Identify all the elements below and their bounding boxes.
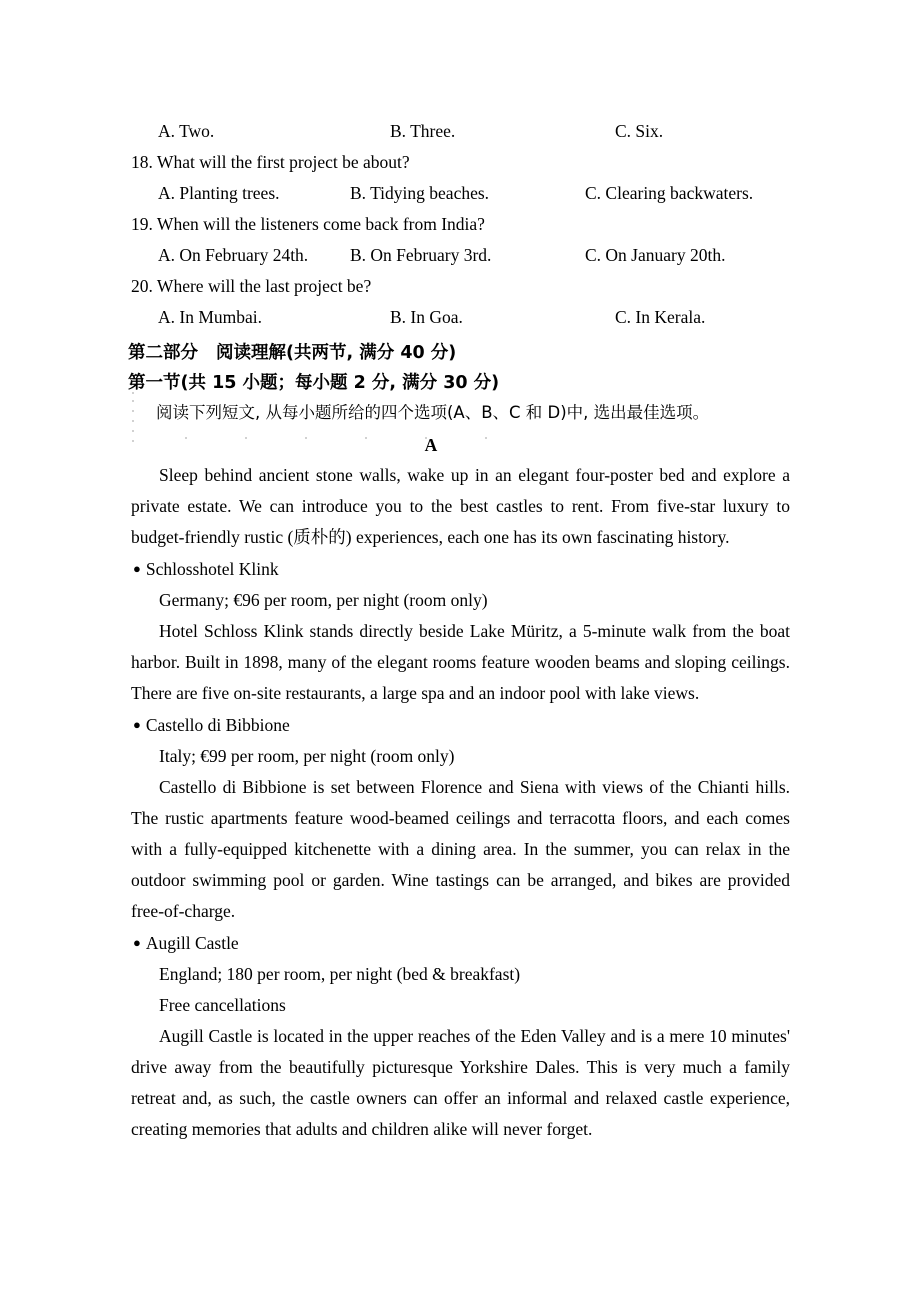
question-options-row: [131, 178, 790, 209]
option-b[interactable]: B. Tidying beaches.: [350, 183, 490, 203]
option-c[interactable]: C. Six.: [615, 121, 664, 141]
bullet-icon: ●: [133, 561, 141, 576]
section-one-heading: 第一节(共 15 小题；每小题 2 分, 满分 30 分): [128, 373, 500, 393]
castle-name: Augill Castle: [145, 933, 239, 953]
question-stem-20: 20. Where will the last project be?: [131, 276, 372, 296]
part-two-heading-left: 第二部分: [128, 343, 198, 363]
castle-price: England; 180 per room, per night (bed & breakfast): [159, 964, 521, 984]
castle-note: Free cancellations: [159, 995, 286, 1015]
question-stem-19: 19. When will the listeners come back from India?: [131, 214, 485, 234]
castle-name: Schlosshotel Klink: [145, 559, 279, 579]
question-stem-18: 18. What will the first project be about?: [131, 152, 410, 172]
question-options-row: [131, 240, 790, 271]
castle-description: Augill Castle is located in the upper reaches of the Eden Valley and is a mere 10 minutes' drive away from the beautifully picturesque Yorkshire Dales. This is very much a family retreat and, as such, the castle owners can offer an informal and relaxed castle experience, creating memories that adults and children alike will never forget.: [131, 1026, 790, 1139]
option-b[interactable]: B. In Goa.: [390, 307, 463, 327]
part-two-heading-right: 阅读理解(共两节, 满分 40 分): [216, 343, 457, 363]
bullet-icon: ●: [133, 717, 141, 732]
option-b[interactable]: B. On February 3rd.: [350, 245, 492, 265]
castle-name: Castello di Bibbione: [145, 715, 290, 735]
passage-intro-paragraph: Sleep behind ancient stone walls, wake up in an elegant four-poster bed and explore a private estate. We can introduce you to the best castles to rent. From five-star luxury to budget-friendly rustic (质朴的) experiences, each one has its own fascinating history.: [131, 465, 790, 547]
option-a[interactable]: A. Planting trees.: [158, 183, 280, 203]
passage-a: [131, 430, 790, 1145]
option-a[interactable]: A. In Mumbai.: [158, 307, 263, 327]
castle-price: Italy; €99 per room, per night (room only): [159, 746, 455, 766]
page-content: [128, 0, 790, 1145]
part-two-headings: [128, 338, 790, 428]
castle-description: Castello di Bibbione is set between Florence and Siena with views of the Chianti hills. The rustic apartments feature wood-beamed ceilings and terracotta floors, and each comes with a fully-equipped kitchenette with a dining area. In the summer, you can relax in the outdoor swimming pool or garden. Wine tastings can be arranged, and bikes are provided free-of-charge.: [131, 777, 790, 921]
listening-questions-block: [131, 0, 790, 333]
section-instruction: 阅读下列短文, 从每小题所给的四个选项(A、B、C 和 D)中, 选出最佳选项。: [156, 403, 710, 422]
passage-label: A: [424, 435, 438, 455]
bullet-icon: ●: [133, 935, 141, 950]
part-two-heading: [128, 338, 790, 368]
question-options-row: [131, 302, 790, 333]
option-b[interactable]: B. Three.: [390, 121, 456, 141]
option-a[interactable]: A. Two.: [158, 121, 215, 141]
question-options-row: [131, 116, 790, 147]
castle-entry-title: [133, 553, 790, 585]
castle-entry-title: [133, 927, 790, 959]
option-c[interactable]: C. In Kerala.: [615, 307, 706, 327]
castle-description: Hotel Schloss Klink stands directly beside Lake Müritz, a 5-minute walk from the boat harbor. Built in 1898, many of the elegant rooms feature wooden beams and sloping ceilings. There are five on-site restaurants, a large spa and an indoor pool with lake views.: [131, 621, 790, 703]
option-c[interactable]: C. Clearing backwaters.: [585, 183, 754, 203]
option-a[interactable]: A. On February 24th.: [158, 245, 309, 265]
castle-entry-title: [133, 709, 790, 741]
castle-price: Germany; €96 per room, per night (room only): [159, 590, 488, 610]
option-c[interactable]: C. On January 20th.: [585, 245, 726, 265]
